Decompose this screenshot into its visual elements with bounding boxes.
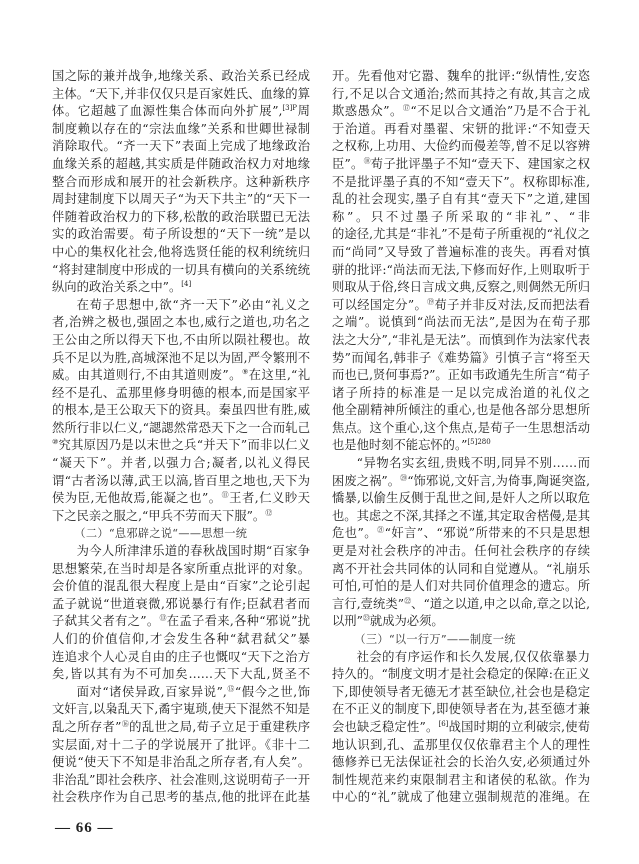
text-line <box>332 156 590 174</box>
text-segment: 危也”。 <box>332 526 378 541</box>
text-segment: 孟子就说“世道衰微,邪说暴行有作;臣弑君者而 <box>52 596 310 611</box>
footnote-marker: ⑨ <box>241 368 249 377</box>
footnote-marker: ⑫ <box>265 508 273 517</box>
footnote-marker: [5]280 <box>467 438 491 447</box>
text-segment: 憍暴,以偷生反侧于乱世之间,是奸人之所以取危 <box>332 491 590 506</box>
text-segment: 而“尚同”又导致了普遍标准的丧失。再看对慎 <box>332 244 590 259</box>
text-line <box>52 578 310 596</box>
text-line <box>52 543 310 561</box>
text-line <box>332 596 590 614</box>
text-segment: 欺惑愚众”。 <box>332 104 403 119</box>
text-segment: 可怕,可怕的是人们对共同价值理念的遗忘。所 <box>332 579 590 594</box>
text-segment: 思想繁荣,在当时却是各家所重点批评的对象。 <box>52 561 310 576</box>
text-segment: 臣”。 <box>332 156 364 171</box>
footnote-marker: ⑬ <box>159 614 167 623</box>
text-segment: 谓“古者汤以薄,武王以滈,皆百里之地也,天下为 <box>52 473 310 488</box>
text-segment: 之权称,上功用、大俭约而僈差等,曾不足以容辨 <box>332 139 590 154</box>
text-line <box>332 385 590 403</box>
text-line <box>52 226 310 244</box>
text-line <box>332 297 590 315</box>
text-line <box>52 138 310 156</box>
text-segment: 在荀子思想中,欲“齐一天下”必由“礼义之 <box>76 297 310 312</box>
text-segment: 消除取代。“齐一天下”表面上完成了地缘政治 <box>52 139 310 154</box>
text-segment: “饰邪说,文奸言,为倚事,陶诞突盗, <box>407 473 590 488</box>
text-segment: 文奸言,以枭乱天下,矞宇嵬琐,使天下混然不知是 <box>52 702 310 717</box>
text-segment: 也。其虑之不深,其择之不谨,其定取舍楛僈,是其 <box>332 508 590 523</box>
text-segment: 会也缺乏稳定性”。 <box>332 719 439 734</box>
text-segment: “将封建制度中形成的一切具有横向的关系统统 <box>52 262 310 277</box>
text-line <box>332 455 590 473</box>
text-segment: 纵向的政治关系之中”。 <box>52 280 182 295</box>
text-segment: 不是批评墨子真的不知“壹天下”。权称即标准, <box>332 174 590 189</box>
text-segment: 的乱世之局,荀子立足于重建秩序 <box>129 719 310 734</box>
text-segment: 制度赖以存在的“宗法血缘”关系和世卿世禄制 <box>52 121 310 136</box>
text-line <box>332 561 590 579</box>
text-line <box>52 191 310 209</box>
text-line <box>52 455 310 473</box>
text-segment: 行,不足以合文通治;然而其持之有故,其言之成 <box>332 86 590 101</box>
text-line <box>332 174 590 192</box>
text-line <box>52 473 310 491</box>
text-segment: 为今人所津津乐道的春秋战国时期“百家争 <box>76 544 310 559</box>
text-segment: 离不开社会共同体的认同和自觉遵从。“礼崩乐 <box>332 561 590 576</box>
text-line <box>332 262 590 280</box>
text-line <box>52 719 310 737</box>
text-segment: 乱之所存者” <box>52 719 122 734</box>
footnote-marker: ⑱ <box>363 156 371 165</box>
text-segment: 社会的有序运作和长久发展,仅仅依靠暴力 <box>356 649 590 664</box>
text-line <box>332 543 590 561</box>
text-segment: 他全副精神所倾注的重心,也是他各部分思想所 <box>332 403 590 418</box>
text-segment: 威。由其道则行,不由其道则废”。 <box>52 368 242 383</box>
text-line <box>52 103 310 121</box>
text-segment: 地认识到,孔、孟那里仅仅依靠君主个人的理性 <box>332 737 590 752</box>
footnote-marker: ⑩ <box>52 438 59 447</box>
text-line <box>52 596 310 614</box>
text-line <box>332 490 590 508</box>
text-line <box>332 508 590 526</box>
text-segment: 于治道。再看对墨翟、宋钘的批评:“不知壹天 <box>332 121 590 136</box>
text-line <box>52 701 310 719</box>
text-line <box>52 772 310 790</box>
footnote-marker: ⑪ <box>221 491 230 500</box>
text-segment: 法之大分”,“非礼是无法”。而慎到作为法家代表 <box>332 332 590 347</box>
text-line <box>52 68 310 86</box>
text-segment: 在孟子看来,各种“邪说”扰 <box>166 614 310 629</box>
text-segment: （二）“息邪辟之说“——思想一统 <box>74 527 248 541</box>
text-line <box>52 437 310 455</box>
footnote-marker: ⑯ <box>121 719 130 728</box>
footnote-marker: ㉒ <box>404 596 412 605</box>
text-line <box>332 367 590 385</box>
section-heading <box>52 525 310 543</box>
text-line <box>332 473 590 491</box>
text-segment: 连追求个人心灵自由的庄子也慨叹“天下之治方 <box>52 649 310 664</box>
text-segment: 中心的“礼”就成了他建立强制规范的准绳。在 <box>332 790 590 805</box>
text-segment: 体。它超越了血源性集合体而向外扩展”, <box>52 104 283 119</box>
text-segment: 经不是孔、孟那里修身明德的根本,而是国家平 <box>52 385 310 400</box>
text-segment: 周封建制度下以周天子“为天下共主”的“天下一 <box>52 192 310 207</box>
text-line <box>52 332 310 350</box>
text-line <box>332 719 590 737</box>
text-segment: 下之民亲之服之,“甲兵不劳而天下服”。 <box>52 508 266 523</box>
text-line <box>52 121 310 139</box>
text-segment: 在不正义的制度下,即使领导者在为,甚至德才兼 <box>332 702 590 717</box>
left-text-column <box>52 68 310 807</box>
footnote-marker: [3]P <box>282 104 298 113</box>
text-line <box>52 613 310 631</box>
text-line <box>52 367 310 385</box>
text-segment: 诸子所持的标准是一足以完成治道的礼仪之 <box>332 385 590 400</box>
right-text-column <box>332 68 590 807</box>
text-line <box>332 437 590 455</box>
text-line <box>332 666 590 684</box>
text-line <box>52 86 310 104</box>
text-segment: 王者,仁义眇天 <box>229 491 310 506</box>
text-segment: 面对“诸侯异政,百家异说”, <box>76 684 227 699</box>
text-segment: 荀子并非反对法,反而把法看 <box>434 297 590 312</box>
text-segment: 持久的。“制度文明才是社会稳定的保障:在正义 <box>332 667 590 682</box>
text-segment: 荀子批评墨子不知“壹天下、建国家之权 <box>370 156 590 171</box>
text-segment: 究其原因乃是以末世之兵“并天下”而非以仁义 <box>58 438 310 453</box>
text-segment: 侯为臣,无他故焉,能凝之也”。 <box>52 491 222 506</box>
page-number: — 66 — <box>55 820 114 836</box>
text-segment: 开。先看他对它嚣、魏牟的批评:“纵情性,安恣 <box>332 69 590 83</box>
text-segment: 战国时期的立利破宗,使荀 <box>448 719 590 734</box>
text-segment: “不足以合文通治”乃是不合于礼 <box>410 104 590 119</box>
text-segment: “假今之世,饰 <box>234 684 310 699</box>
text-segment: 者,治辨之极也,强固之本也,威行之道也,功名之 <box>52 315 310 330</box>
text-line <box>332 649 590 667</box>
text-line <box>332 350 590 368</box>
text-line <box>332 772 590 790</box>
text-segment: 兵不足以为胜,高城深池不足以为固,严令繁刑不 <box>52 350 310 365</box>
text-line <box>332 737 590 755</box>
text-segment: 然所行非以仁义,“諰諰然常恐天下之一合而轧己 <box>52 420 310 435</box>
text-line <box>332 684 590 702</box>
text-segment: 的途径,尤其是“非礼”不是荀子所重视的“礼仪之 <box>332 227 590 242</box>
text-segment: 王公由之所以得天下也,不由所以陨社稷也。故 <box>52 332 310 347</box>
text-line <box>332 86 590 104</box>
text-line <box>332 613 590 631</box>
text-line <box>332 402 590 420</box>
text-segment: 非治乱”即社会秩序、社会准则,这说明荀子一开 <box>52 772 310 787</box>
text-line <box>332 138 590 156</box>
text-segment: 骈的批评:“尚法而无法,下修而好作,上则取听于 <box>332 262 590 277</box>
text-line <box>332 754 590 772</box>
text-segment: 实的政治需要。荀子所设想的“天下一统”是以 <box>52 227 310 242</box>
text-segment: 困废之祸”。 <box>332 473 401 488</box>
text-line <box>332 68 590 86</box>
text-line <box>332 121 590 139</box>
text-segment: 以刑” <box>332 614 363 629</box>
text-line <box>332 226 590 244</box>
text-line <box>52 649 310 667</box>
text-segment: 主体。“天下,并非仅仅只是百家姓氏、血缘的算 <box>52 86 310 101</box>
text-segment: 就成为必须。 <box>369 614 444 629</box>
footnote-marker: [4] <box>181 280 192 289</box>
text-segment: 之端”。说慎到“尚法而无法”,是因为在荀子那 <box>332 315 590 330</box>
text-line <box>52 297 310 315</box>
text-line <box>52 350 310 368</box>
text-line <box>52 174 310 192</box>
text-line <box>52 314 310 332</box>
text-segment: 矣,皆以其有为不可加矣……天下大乱,贤圣不 <box>52 667 310 682</box>
footnote-marker: ⑳ <box>400 473 408 482</box>
text-line <box>332 525 590 543</box>
text-segment: “异物名实玄纽,贵贱不明,同异不别……而 <box>356 456 590 471</box>
text-segment: 德修养已无法保证社会的长治久安,必须通过外 <box>332 755 590 770</box>
text-line <box>332 420 590 438</box>
text-line <box>52 754 310 772</box>
text-segment: 实层面,对十二子的学说展开了批评。《非十二 <box>52 737 310 752</box>
text-segment: 更是对社会秩序的冲击。任何社会秩序的存续 <box>332 544 590 559</box>
text-segment: 会价值的混乱很大程度上是由“百家”之论引起 <box>52 579 310 594</box>
text-line <box>52 385 310 403</box>
footnote-marker: ⑰ <box>402 104 411 113</box>
text-line <box>52 789 310 807</box>
text-line <box>332 789 590 807</box>
footnote-marker: ⑮ <box>226 684 235 693</box>
text-segment: 中心的集权化社会,他将选贤任能的权利统统归 <box>52 244 310 259</box>
text-line <box>52 420 310 438</box>
text-line <box>332 244 590 262</box>
text-segment: “凝天下”。并者,以强力合;凝者,以礼义得民 <box>52 456 310 471</box>
footnote-marker: ㉑ <box>377 526 385 535</box>
text-segment: 称”。只不过墨子所采取的“非礼”、“非 <box>332 209 590 224</box>
text-segment: 伴随着政治权力的下移,松散的政治联盟已无法 <box>52 209 310 224</box>
text-line <box>332 701 590 719</box>
text-segment: 制性规范来约束限制君主和诸侯的私欲。作为 <box>332 772 590 787</box>
text-line <box>52 666 310 684</box>
text-segment: 下,即使领导者无德无才甚至缺位,社会也是稳定 <box>332 684 590 699</box>
text-line <box>332 209 590 227</box>
text-segment: 则取从于俗,终日言成文典,反察之,则倜然无所归 <box>332 280 590 295</box>
text-line <box>332 578 590 596</box>
text-segment: 可以经国定分”。 <box>332 297 428 312</box>
text-line <box>52 402 310 420</box>
text-segment: 周 <box>297 104 310 119</box>
text-segment: 乱的社会现实,墨子自有其“壹天下”之道,建国 <box>332 192 590 207</box>
text-line <box>52 262 310 280</box>
text-line <box>332 191 590 209</box>
text-segment: 子弑其父者有之”。 <box>52 614 160 629</box>
text-segment: “奸言”、“邪说”所带来的不只是思想 <box>384 526 590 541</box>
text-line <box>52 737 310 755</box>
text-line <box>52 490 310 508</box>
text-line <box>332 332 590 350</box>
text-segment: 也是他时刻不能忘怀的。” <box>332 438 468 453</box>
footnote-marker: ㉓ <box>362 614 370 623</box>
text-line <box>332 103 590 121</box>
text-segment: 人们的价值信仰,才会发生各种“弑君弑父”暴 <box>52 632 310 646</box>
text-segment: 整合而形成和展开的社会新秩序。这种新秩序 <box>52 174 310 189</box>
text-segment: 、“道之以道,申之以命,章之以论, <box>411 596 590 611</box>
text-line <box>52 561 310 579</box>
text-segment: 国之际的兼并战争,地缘关系、政治关系已经成 <box>52 69 310 83</box>
text-line <box>332 279 590 297</box>
text-line <box>52 508 310 526</box>
text-segment: 势”而闻名,韩非子《难势篇》引慎子言“将至天 <box>332 350 590 365</box>
text-segment: 社会秩序作为自己思考的基点,他的批评在此基 <box>52 790 310 805</box>
section-heading <box>332 631 590 649</box>
text-line <box>52 209 310 227</box>
text-segment: 的根本,是王公取天下的资具。秦虽四世有胜,威 <box>52 403 310 418</box>
text-segment: 焦点。这个重心,这个焦点,是荀子一生思想活动 <box>332 420 590 435</box>
text-segment: 血缘关系的超越,其实质是伴随政治权力对地缘 <box>52 156 310 171</box>
text-segment: 言行,壹统类” <box>332 596 405 611</box>
footnote-marker: [6] <box>438 719 449 728</box>
text-line <box>52 244 310 262</box>
text-segment: 便说“使天下不知是非治乱之所存者,有人矣”。 <box>52 755 310 770</box>
footnote-marker: ⑲ <box>427 297 435 306</box>
text-line <box>52 279 310 297</box>
text-line <box>332 314 590 332</box>
text-line <box>52 156 310 174</box>
text-line <box>52 631 310 649</box>
text-segment: （三）“以一行万”——制度一统 <box>354 633 516 646</box>
text-segment: 而也已,贤何事焉?”。正如韦政通先生所言“荀子 <box>332 368 590 383</box>
text-segment: 在这里,“礼 <box>248 368 310 383</box>
text-line <box>52 684 310 702</box>
